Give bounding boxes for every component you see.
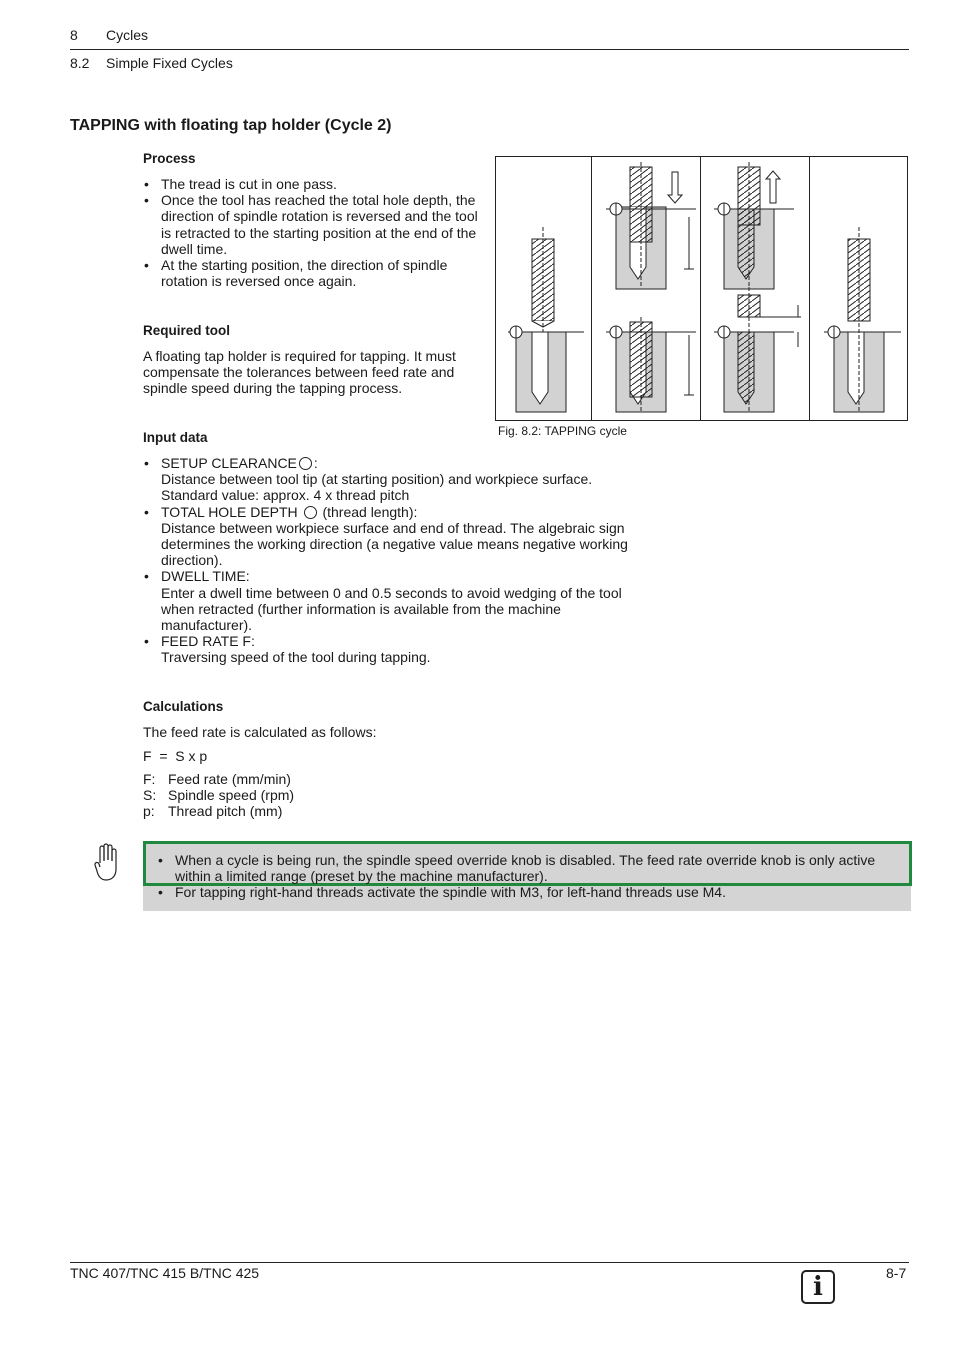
- list-item: • For tapping right-hand threads activate the spindle with M3, for left-hand threads use M4.: [157, 884, 902, 900]
- page-title: TAPPING with floating tap holder (Cycle 2): [70, 117, 392, 134]
- description: Distance between workpiece surface and end of thread. The algebraic sign determines the working direction (a negative value means negative working direction).: [161, 519, 628, 569]
- page-number: 8-7: [886, 1265, 907, 1281]
- definition-key: F:: [143, 771, 156, 787]
- list-item: • The tread is cut in one pass.: [143, 176, 483, 192]
- section-number: 8.2: [70, 55, 90, 71]
- term: FEED RATE F:: [161, 633, 255, 650]
- term-suffix: (thread length):: [318, 503, 418, 520]
- figure-caption: Fig. 8.2: TAPPING cycle: [498, 424, 627, 438]
- list-item-total-hole-depth: [143, 504, 633, 569]
- definition-value: Spindle speed (rpm): [168, 787, 295, 804]
- footer-models: TNC 407/TNC 415 B/TNC 425: [70, 1265, 260, 1281]
- calculations-intro: The feed rate is calculated as follows:: [143, 724, 377, 740]
- list-item: • At the starting position, the direction of spindle rotation is reversed once again.: [143, 257, 483, 289]
- chapter-header: [70, 27, 148, 43]
- calculations-heading: Calculations: [143, 699, 224, 714]
- description: Distance between tool tip (at starting position) and workpiece surface. Standard value: approx. 4 x thread pitch: [161, 471, 593, 504]
- circle-icon: [299, 457, 312, 470]
- definition-row: [143, 771, 294, 787]
- section-header: [70, 55, 233, 71]
- required-tool-text: A floating tap holder is required for tapping. It must compensate the tolerances between feed rate and spindle speed during the tapping process.: [143, 348, 456, 397]
- input-data-heading: Input data: [143, 430, 208, 445]
- chapter-number: 8: [70, 27, 78, 43]
- process-list: [143, 176, 483, 289]
- list-item-setup-clearance: [143, 455, 633, 504]
- chapter-title: Cycles: [106, 27, 149, 43]
- tapping-cycle-diagram: [496, 157, 907, 420]
- section-title: Simple Fixed Cycles: [106, 55, 233, 71]
- tapping-cycle-figure: [495, 156, 908, 421]
- hand-icon: [94, 843, 122, 883]
- definition-row: [143, 803, 294, 819]
- panel-clearance: [714, 287, 801, 412]
- term-suffix: :: [313, 455, 318, 471]
- info-icon: i: [801, 1270, 835, 1304]
- list-item: • Once the tool has reached the total hole depth, the direction of spindle rotation is reversed and the tool is retracted to the starting position at the end of the dwell time.: [143, 192, 483, 257]
- panel-retract: [714, 162, 794, 289]
- formula: F = S x p: [143, 748, 208, 764]
- panel-depth: [606, 317, 696, 412]
- term: TOTAL HOLE DEPTH: [161, 503, 298, 520]
- panel-approach: [508, 227, 584, 412]
- definition-value: Thread pitch (mm): [168, 803, 283, 820]
- footer-rule: [70, 1262, 909, 1263]
- required-tool-heading: Required tool: [143, 323, 230, 338]
- panel-return: [824, 227, 901, 412]
- definition-value: Feed rate (mm/min): [168, 771, 291, 787]
- list-item-dwell-time: [143, 568, 633, 633]
- header-rule: [70, 49, 909, 50]
- note-list: [157, 852, 902, 901]
- definition-key: S:: [143, 787, 157, 804]
- term: SETUP CLEARANCE: [161, 455, 297, 471]
- description: Enter a dwell time between 0 and 0.5 seconds to avoid wedging of the tool when retracted (further information is available from the machine manufacturer).: [161, 584, 622, 634]
- circle-icon: [304, 506, 317, 519]
- list-item-feed-rate: [143, 633, 633, 665]
- description: Traversing speed of the tool during tapping.: [161, 649, 431, 666]
- panel-tapping: [606, 162, 696, 289]
- formula-definitions: [143, 771, 294, 820]
- term: DWELL TIME:: [161, 568, 250, 585]
- definition-key: p:: [143, 803, 155, 820]
- process-heading: Process: [143, 151, 196, 166]
- list-item: • When a cycle is being run, the spindle speed override knob is disabled. The feed rate override knob is only active within a limited range (preset by the machine manufacturer).: [157, 852, 902, 884]
- input-data-list: [143, 455, 633, 666]
- definition-row: [143, 787, 294, 803]
